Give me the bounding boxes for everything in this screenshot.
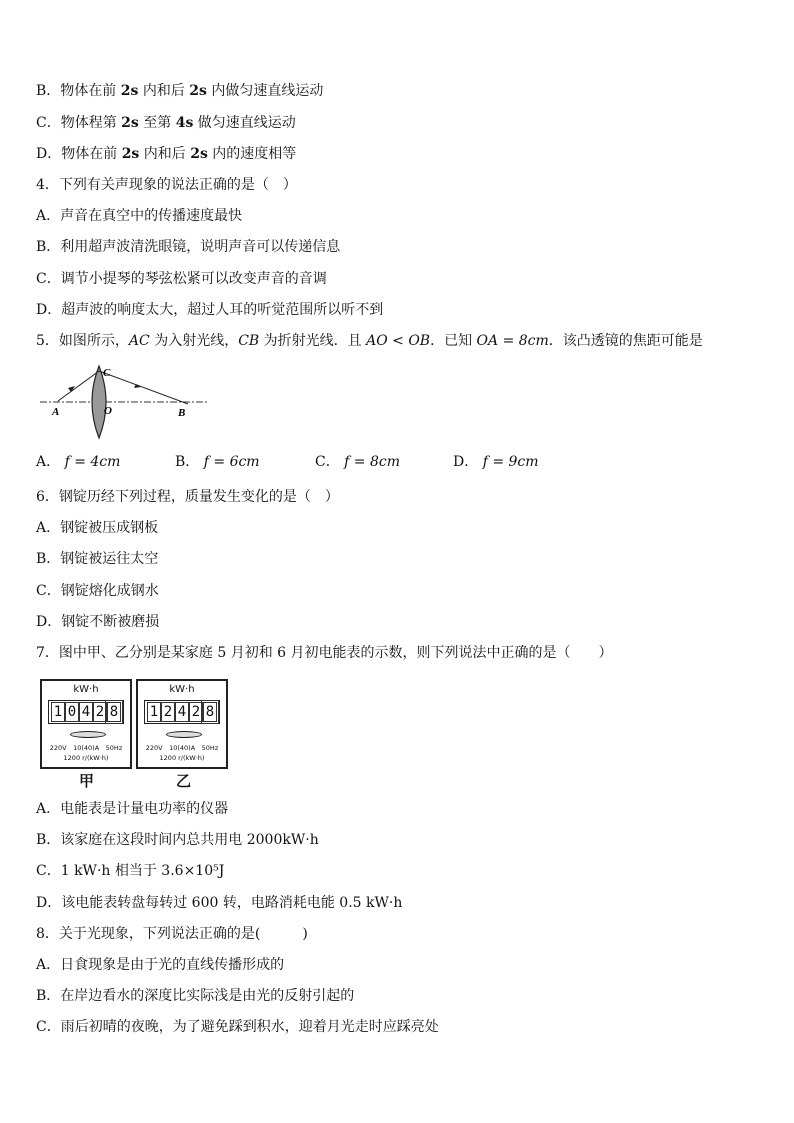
point-a-label: A xyxy=(52,406,60,418)
q6-option-a: A．钢锭被压成钢板 xyxy=(36,520,159,536)
q3-option-b: B．物体在前 2s 内和后 2s 内做匀速直线运动 xyxy=(36,83,324,99)
point-c-label: C xyxy=(103,367,111,379)
meter-digits xyxy=(48,700,124,724)
meter-spec: 220V 10(40)A 50Hz xyxy=(145,744,219,752)
point-o-label: O xyxy=(104,405,112,417)
q4-option-b: B．利用超声波清洗眼镜，说明声音可以传递信息 xyxy=(36,239,341,255)
meter-spec-rev: 1200 r/(kW·h) xyxy=(159,754,205,762)
q8-option-b: B．在岸边看水的深度比实际浅是由光的反射引起的 xyxy=(36,988,355,1004)
meter-digit: 2 xyxy=(189,702,203,722)
q7-option-a: A．电能表是计量电功率的仪器 xyxy=(36,801,229,817)
meter-spec-rev: 1200 r/(kW·h) xyxy=(63,754,109,762)
q7-stem: 7．图中甲、乙分别是某家庭 5 月初和 6 月初电能表的示数，则下列说法中正确的是（ ） xyxy=(36,645,613,661)
meter-digits xyxy=(144,700,220,724)
q6-option-c: C．钢锭熔化成钢水 xyxy=(36,583,159,599)
point-b-label: B xyxy=(178,407,186,419)
meter-label-jia: 甲 xyxy=(79,772,95,790)
meter-digit: 4 xyxy=(175,702,189,722)
meter-disc-icon xyxy=(70,731,106,738)
meter-unit: kW·h xyxy=(169,684,195,695)
q6-option-d: D．钢锭不断被磨损 xyxy=(36,614,160,630)
q7-option-b: B．该家庭在这段时间内总共用电 2000kW·h xyxy=(36,832,319,848)
meter-label-yi: 乙 xyxy=(176,772,192,790)
meter-disc-icon xyxy=(166,731,202,738)
q7-option-d: D．该电能表转盘每转过 600 转，电路消耗电能 0.5 kW·h xyxy=(36,895,403,911)
q5-option-a: A． f = 4cm xyxy=(36,454,121,470)
meter-digit: 4 xyxy=(79,702,93,722)
q7-option-c: C．1 kW·h 相当于 3.6×10⁵J xyxy=(36,863,225,879)
lens-ray-diagram xyxy=(38,364,210,440)
meter-unit: kW·h xyxy=(73,684,99,695)
meter-digit-decimal: 8 xyxy=(107,702,121,722)
meter-digit: 2 xyxy=(93,702,107,722)
meter-digit-decimal: 8 xyxy=(203,702,217,722)
q4-option-d: D．超声波的响度太大，超过人耳的听觉范围所以听不到 xyxy=(36,302,384,318)
q3-option-c: C．物体程第 2s 至第 4s 做匀速直线运动 xyxy=(36,115,296,131)
q5-stem: 5．如图所示，AC 为入射光线，CB 为折射光线．且 AO < OB．已知 OA = 8cm．该凸透镜的焦距可能是 xyxy=(36,333,703,349)
refracted-ray-cb xyxy=(99,371,188,404)
electric-meter-yi xyxy=(136,679,228,769)
q8-option-c: C．雨后初晴的夜晚，为了避免踩到积水，迎着月光走时应踩亮处 xyxy=(36,1019,439,1035)
meter-digit: 0 xyxy=(65,702,79,722)
meter-digit: 2 xyxy=(161,702,175,722)
electric-meter-jia xyxy=(40,679,132,769)
q5-option-c: C． f = 8cm xyxy=(315,454,401,470)
meter-digit: 1 xyxy=(147,702,161,722)
q4-option-c: C．调节小提琴的琴弦松紧可以改变声音的音调 xyxy=(36,271,327,287)
q8-option-a: A．日食现象是由于光的直线传播形成的 xyxy=(36,957,285,973)
q3-option-d: D．物体在前 2s 内和后 2s 内的速度相等 xyxy=(36,146,297,162)
q6-stem: 6．钢锭历经下列过程，质量发生变化的是（ ） xyxy=(36,489,339,505)
q8-stem: 8．关于光现象，下列说法正确的是( ) xyxy=(36,926,308,942)
q5-option-d: D． f = 9cm xyxy=(453,454,539,470)
meter-digit: 1 xyxy=(51,702,65,722)
q6-option-b: B．钢锭被运往太空 xyxy=(36,551,159,567)
q4-option-a: A．声音在真空中的传播速度最快 xyxy=(36,208,243,224)
q4-stem: 4．下列有关声现象的说法正确的是（ ） xyxy=(36,177,297,193)
q5-option-b: B． f = 6cm xyxy=(175,454,260,470)
meter-spec: 220V 10(40)A 50Hz xyxy=(49,744,123,752)
